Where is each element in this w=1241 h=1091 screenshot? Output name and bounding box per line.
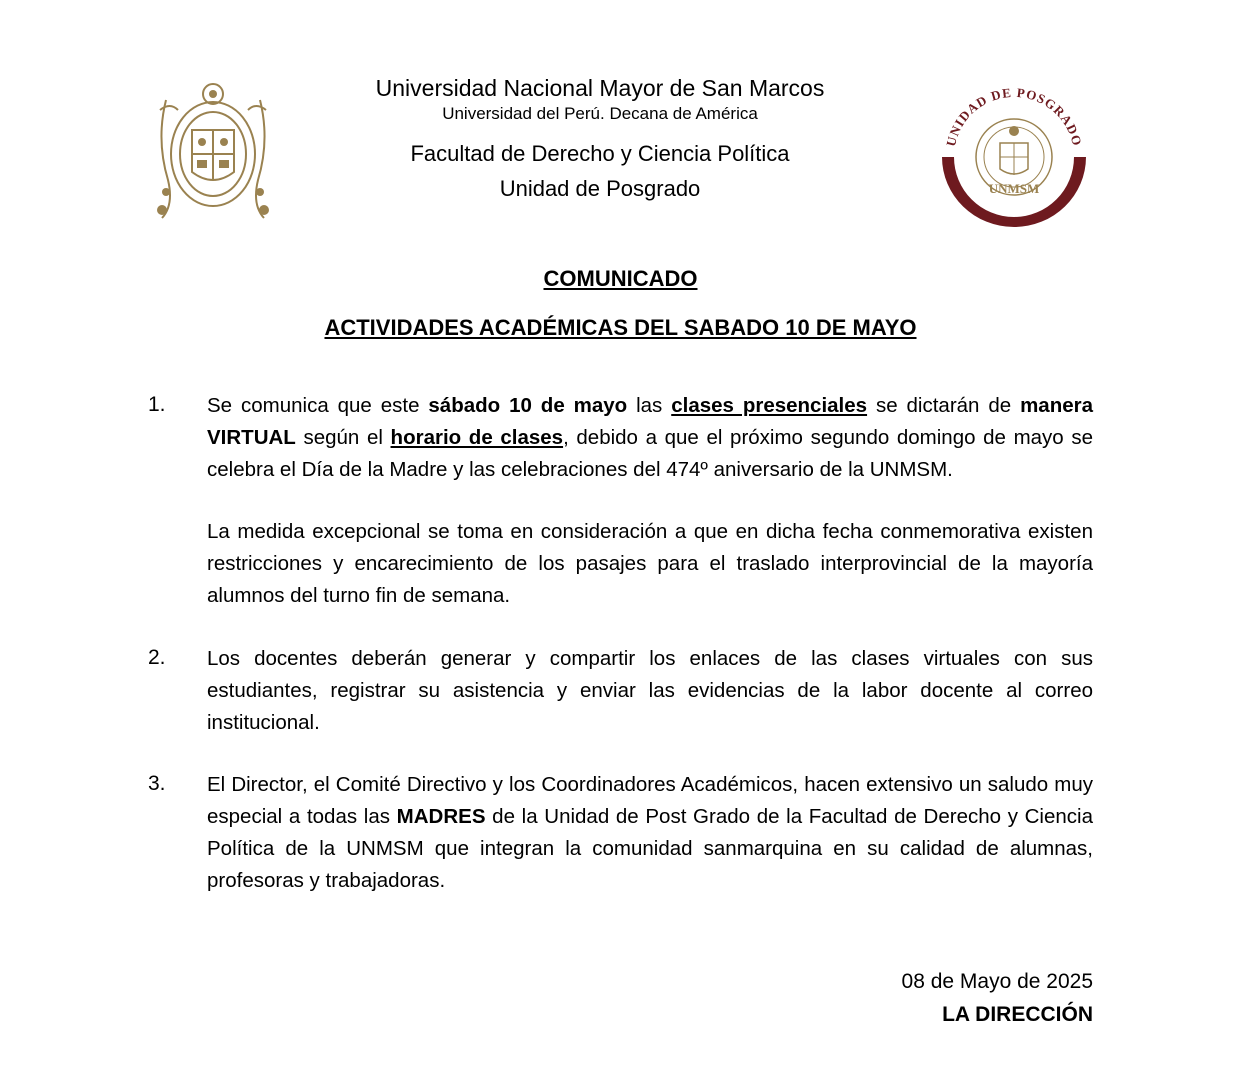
item-number: 2. bbox=[148, 646, 166, 669]
item-number: 3. bbox=[148, 772, 166, 795]
signature-date: 08 de Mayo de 2025 bbox=[901, 970, 1093, 993]
item-number: 1. bbox=[148, 393, 166, 416]
item-1-paragraph: Se comunica que este sábado 10 de mayo las clases presenciales se dictarán de manera VIRTUAL según el horario de clases, debido a que el próximo segundo domingo de mayo se celebra el Día de la Madre y las celebraciones del 474º aniversario de la UNMSM. bbox=[207, 394, 1094, 481]
item-1-paragraph-2: La medida excepcional se toma en consideración a que en dicha fecha conmemorativa existen restricciones y encarecimiento de los pasajes para el traslado interprovincial de la mayoría alumnos del turno fin de semana. bbox=[207, 520, 1093, 607]
svg-text:UNMSM: UNMSM bbox=[988, 181, 1040, 196]
university-subtitle: Universidad del Perú. Decana de América bbox=[442, 104, 758, 123]
document-subtitle: ACTIVIDADES ACADÉMICAS DEL SABADO 10 DE MAYO bbox=[324, 315, 917, 340]
item-2-paragraph: Los docentes deberán generar y compartir los enlaces de las clases virtuales con sus estudiantes, registrar su asistencia y enviar las evidencias de la labor docente al correo institucional. bbox=[207, 647, 1093, 734]
signature-name: LA DIRECCIÓN bbox=[942, 1003, 1093, 1026]
unit-name: Unidad de Posgrado bbox=[499, 176, 701, 201]
svg-text:UNIDAD DE POSGRADO: UNIDAD DE POSGRADO bbox=[942, 84, 1086, 148]
faculty-name: Facultad de Derecho y Ciencia Política bbox=[410, 141, 790, 166]
svg-text:Facultad de Derecho y Ciencia: Facultad de Derecho y Ciencia Política bbox=[958, 166, 1070, 211]
university-name: Universidad Nacional Mayor de San Marcos bbox=[375, 75, 825, 101]
item-3-paragraph: El Director, el Comité Directivo y los Coordinadores Académicos, hacen extensivo un saludo muy especial a todas las MADRES de la Unidad de Post Grado de la Facultad de Derecho y Ciencia Política de la UNMSM que integran la comunidad sanmarquina en su calidad de alumnas, profesoras y trabajadoras. bbox=[207, 773, 1093, 892]
document-title: COMUNICADO bbox=[543, 266, 698, 291]
university-seal-icon bbox=[152, 80, 274, 222]
unidad-posgrado-seal-icon bbox=[938, 81, 1090, 227]
